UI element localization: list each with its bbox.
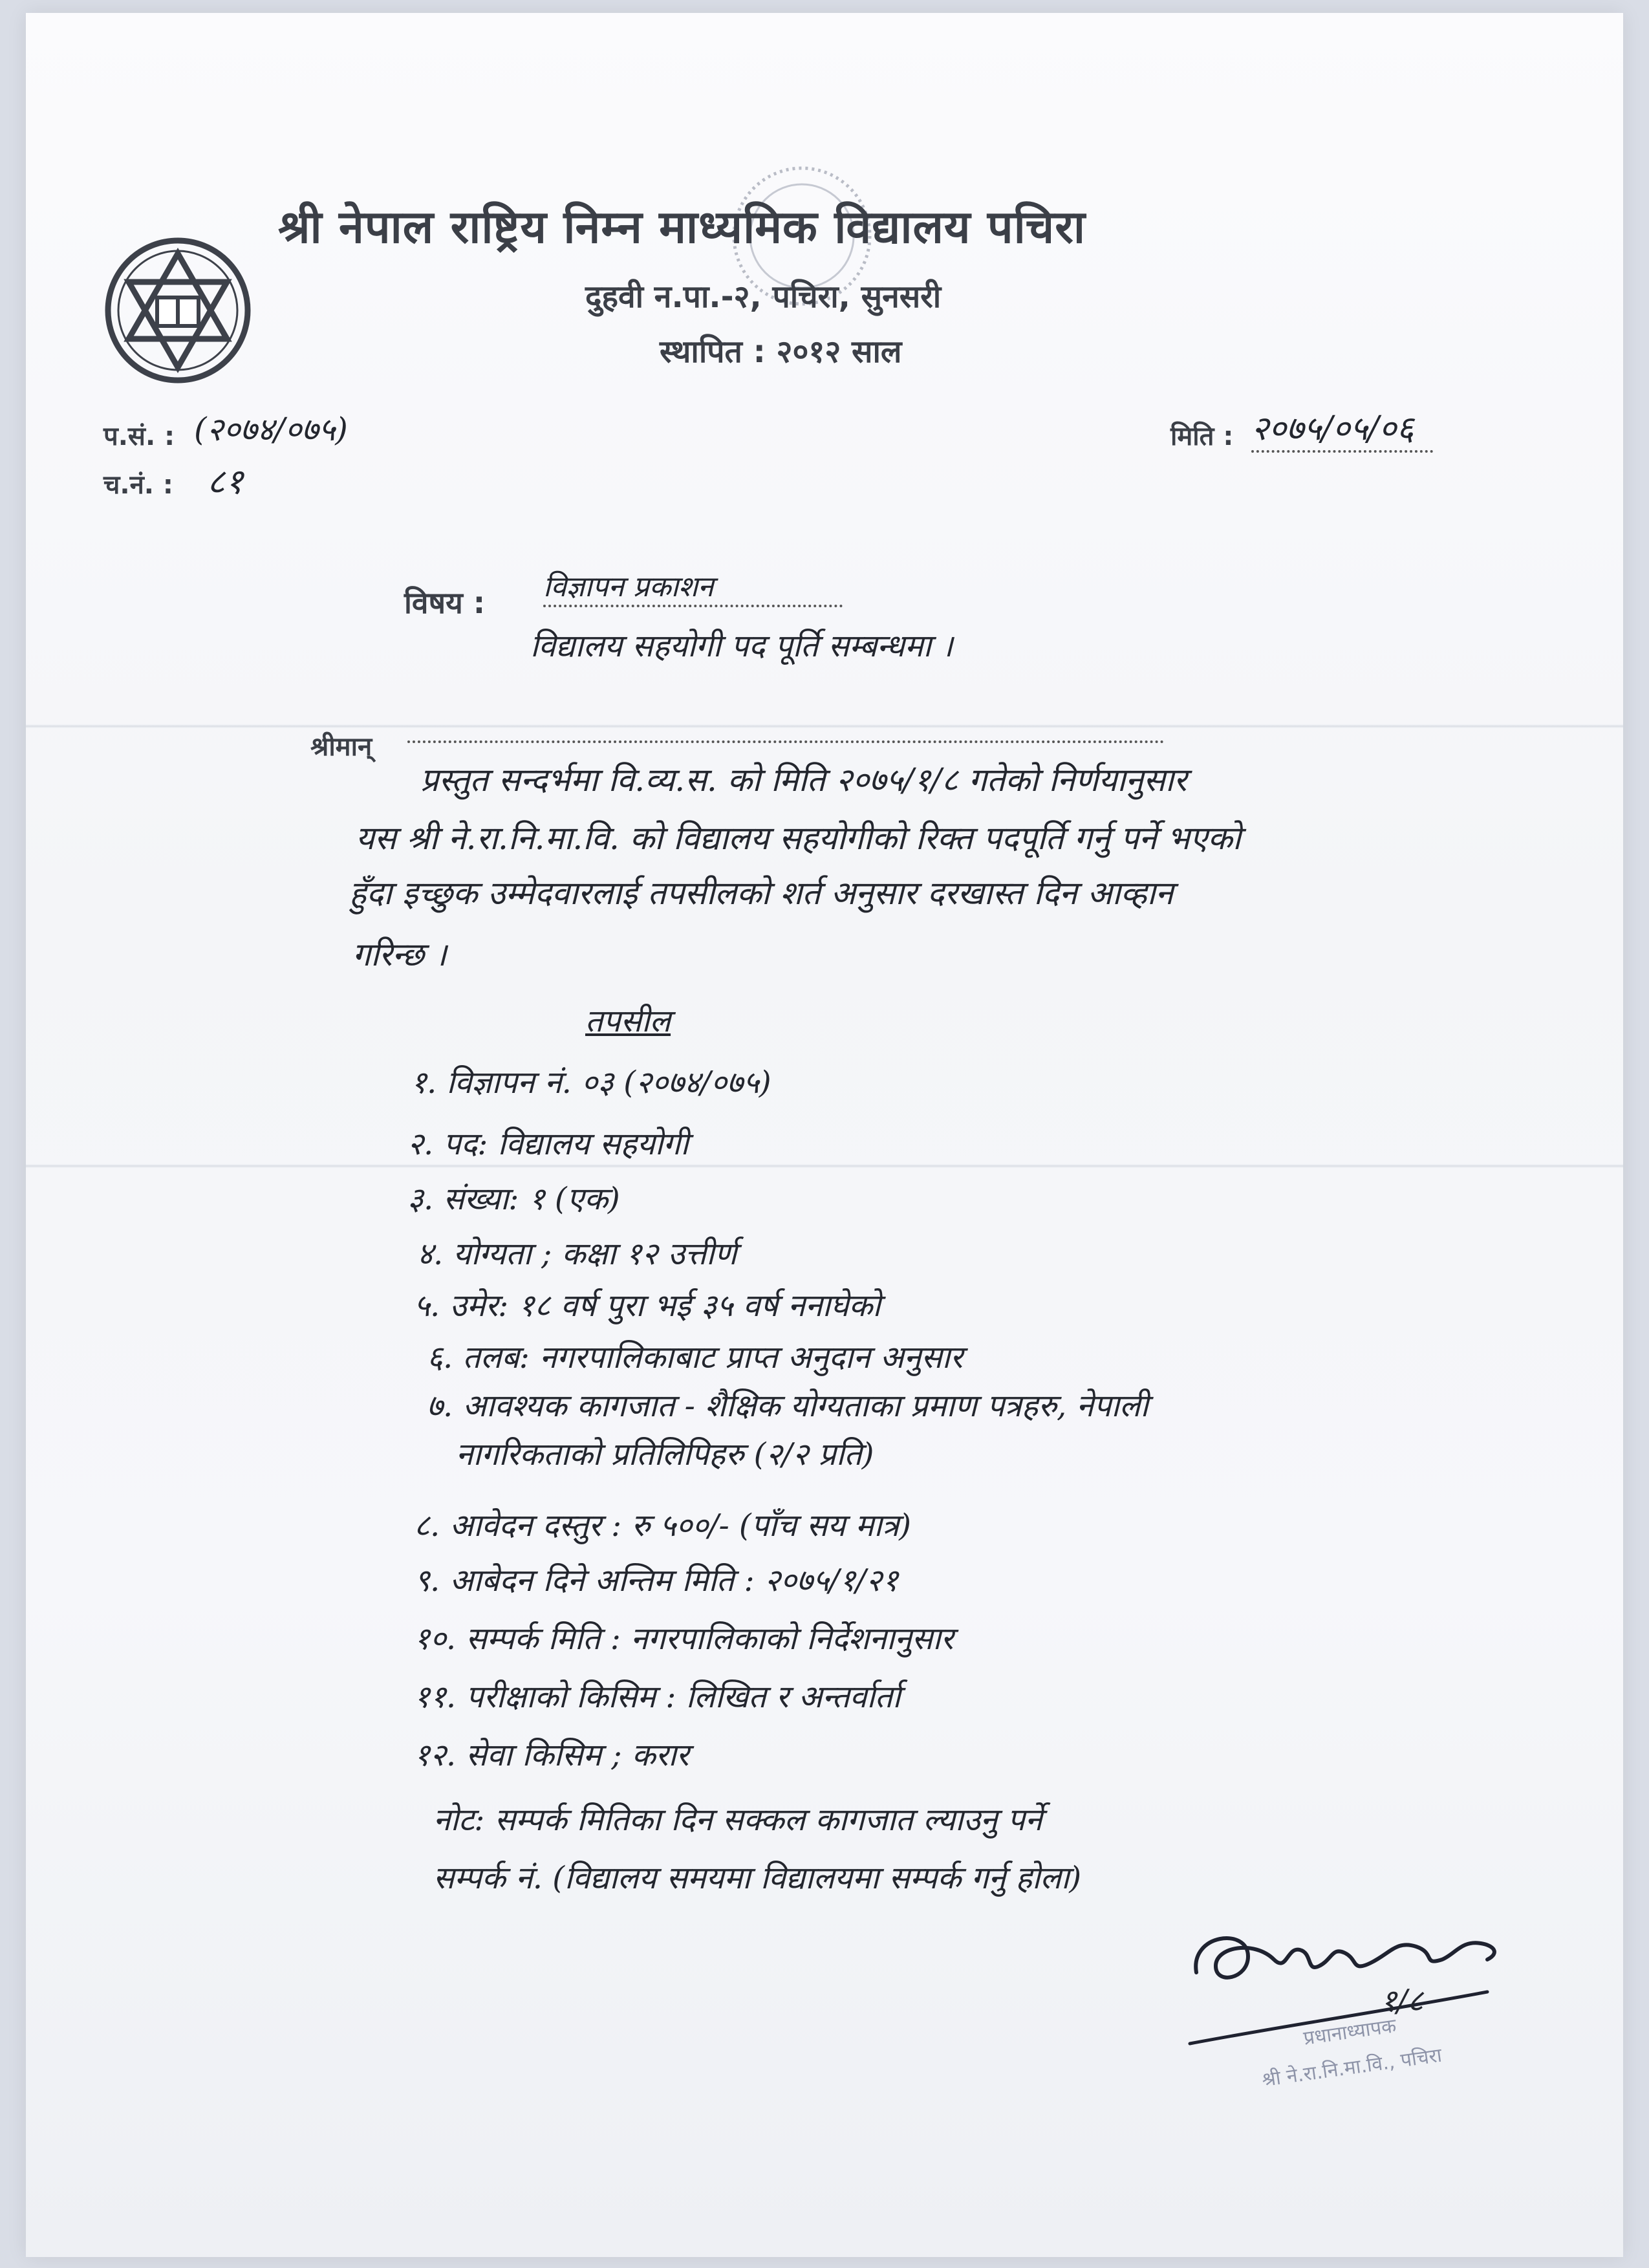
- body-line: गरिन्छ ।: [352, 936, 447, 973]
- body-line: यस श्री ने.रा.नि.मा.वि. को विद्यालय सहयोगीको रिक्त पदपूर्ति गर्नु पर्ने भएको: [356, 819, 1241, 857]
- detail-item: ५. उमेर: १८ वर्ष पुरा भई ३५ वर्ष ननाघेको: [414, 1288, 881, 1324]
- details-heading: तपसील: [585, 1003, 671, 1039]
- dispatch-number-label: च.नं. :: [103, 470, 173, 500]
- detail-item: ८. आवेदन दस्तुर : रु ५००/- (पाँच सय मात्र): [414, 1507, 912, 1544]
- date-value: २०७५/०५/०६: [1251, 404, 1433, 453]
- body-line: प्रस्तुत सन्दर्भमा वि.व्य.स. को मिति २०७५/१/८ गतेको निर्णयानुसार: [420, 761, 1187, 799]
- dispatch-number-value: ८१: [207, 461, 244, 502]
- detail-item: ७. आवश्यक कागजात - शैक्षिक योग्यताका प्रमाण पत्रहरु, नेपाली: [427, 1388, 1148, 1424]
- detail-item: ११. परीक्षाको किसिम : लिखित र अन्तर्वार्ता: [414, 1679, 901, 1715]
- detail-item: ४. योग्यता ; कक्षा १२ उत्तीर्ण: [417, 1236, 737, 1272]
- subject-line-2: विद्यालय सहयोगी पद पूर्ति सम्बन्धमा ।: [530, 628, 953, 664]
- detail-item: ६. तलब: नगरपालिकाबाट प्राप्त अनुदान अनुसार: [427, 1339, 963, 1376]
- school-name: श्री नेपाल राष्ट्रिय निम्न माध्यमिक विद्यालय पचिरा: [278, 200, 1086, 254]
- school-established: स्थापित : २०१२ साल: [660, 334, 902, 370]
- detail-item-continuation: नागरिकताको प्रतिलिपिहरु (२/२ प्रति): [456, 1436, 874, 1473]
- body-line: हुँदा इच्छुक उम्मेदवारलाई तपसीलको शर्त अनुसार दरखास्त दिन आव्हान: [349, 874, 1174, 912]
- subject-line-1: विज्ञापन प्रकाशन: [543, 566, 843, 607]
- stamp-line: प्रधानाध्यापक: [1302, 2014, 1398, 2050]
- detail-item: १०. सम्पर्क मिति : नगरपालिकाको निर्देशनानुसार: [414, 1621, 954, 1657]
- school-emblem-icon: [100, 233, 255, 388]
- note-line: सम्पर्क नं. (विद्यालय समयमा विद्यालयमा सम्पर्क गर्नु होला): [433, 1860, 1082, 1896]
- stamp-line: श्री ने.रा.नि.मा.वि., पचिरा: [1260, 2044, 1443, 2092]
- detail-item: १२. सेवा किसिम ; करार: [414, 1737, 689, 1773]
- detail-item: १. विज्ञापन नं. ०३ (२०७४/०७५): [411, 1064, 771, 1101]
- detail-item: ९. आबेदन दिने अन्तिम मिति : २०७५/१/२१: [414, 1562, 899, 1599]
- reference-number-label: प.सं. :: [103, 422, 175, 451]
- signature-date: १/८: [1381, 1983, 1424, 2019]
- salutation: श्रीमान्: [310, 732, 372, 762]
- school-address: दुहवी न.पा.-२, पचिरा, सुनसरी: [585, 279, 942, 315]
- paper-fold: [26, 1164, 1623, 1168]
- subject-label: विषय :: [404, 585, 486, 620]
- note-line: नोट: सम्पर्क मितिका दिन सक्कल कागजात ल्याउनु पर्ने: [433, 1802, 1042, 1838]
- detail-item: २. पद: विद्यालय सहयोगी: [407, 1126, 689, 1162]
- detail-item: ३. संख्या: १ (एक): [407, 1181, 620, 1217]
- reference-number-value: (२०७४/०७५): [194, 411, 348, 448]
- date-label: मिति :: [1170, 422, 1234, 451]
- salutation-dotted-line: [407, 715, 1164, 743]
